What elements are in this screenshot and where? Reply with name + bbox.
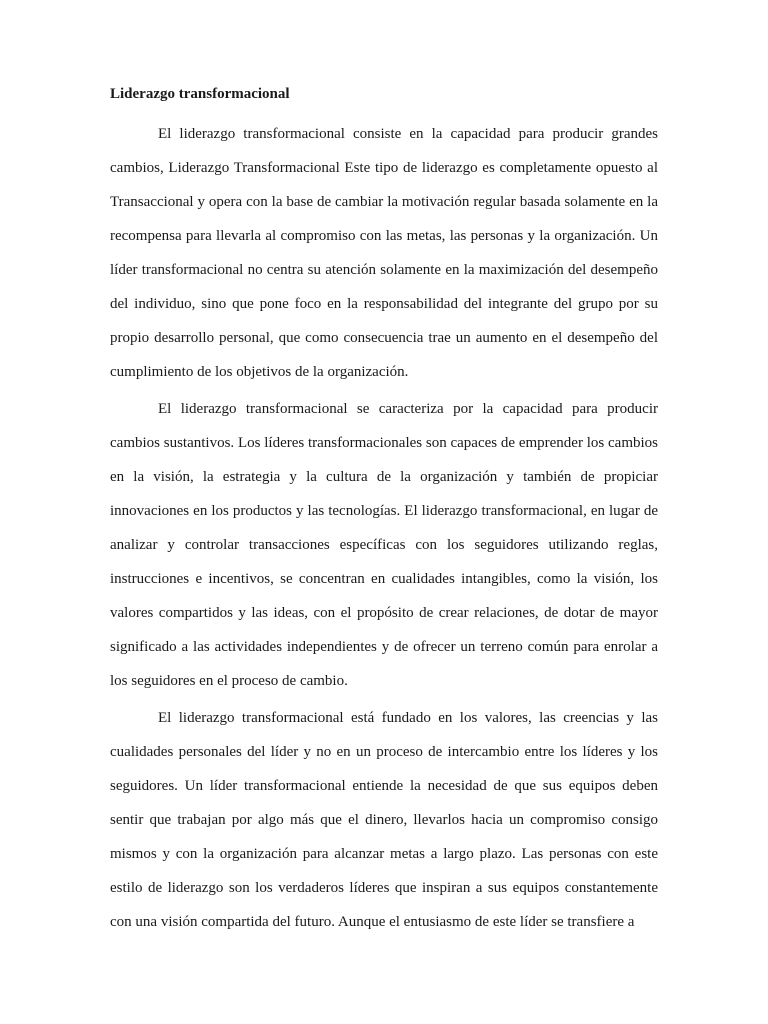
document-title: Liderazgo transformacional [110, 86, 290, 102]
paragraph: El liderazgo transformacional se caracteriza por la capacidad para producir cambios sustantivos. Los líderes transformacionales son capaces de emprender los cambios en la visión, la estrategia y la cultura de la organización y también de propiciar innovaciones en los productos y las tecnologías. El liderazgo transformacional, en lugar de analizar y controlar transacciones específicas con los seguidores utilizando reglas, instrucciones e incentivos, se concentran en cualidades intangibles, como la visión, los valores compartidos y las ideas, con el propósito de crear relaciones, de dotar de mayor significado a las actividades independientes y de ofrecer un terreno común para enrolar a los seguidores en el proceso de cambio. [110, 401, 658, 689]
paragraph: El liderazgo transformacional está fundado en los valores, las creencias y las cualidades personales del líder y no en un proceso de intercambio entre los líderes y los seguidores. Un líder transformacional entiende la necesidad de que sus equipos deben sentir que trabajan por algo más que el dinero, llevarlos hacia un compromiso consigo mismos y con la organización para alcanzar metas a largo plazo. Las personas con este estilo de liderazgo son los verdaderos líderes que inspiran a sus equipos constantemente con una visión compartida del futuro. Aunque el entusiasmo de este líder se transfiere a [110, 710, 658, 930]
paragraph: El liderazgo transformacional consiste en la capacidad para producir grandes cambios, Liderazgo Transformacional Este tipo de liderazgo es completamente opuesto al Transaccional y opera con la base de cambiar la motivación regular basada solamente en la recompensa para llevarla al compromiso con las metas, las personas y la organización. Un líder transformacional no centra su atención solamente en la maximización del desempeño del individuo, sino que pone foco en la responsabilidad del integrante del grupo por su propio desarrollo personal, que como consecuencia trae un aumento en el desempeño del cumplimiento de los objetivos de la organización. [110, 126, 658, 380]
document-body [110, 117, 658, 939]
